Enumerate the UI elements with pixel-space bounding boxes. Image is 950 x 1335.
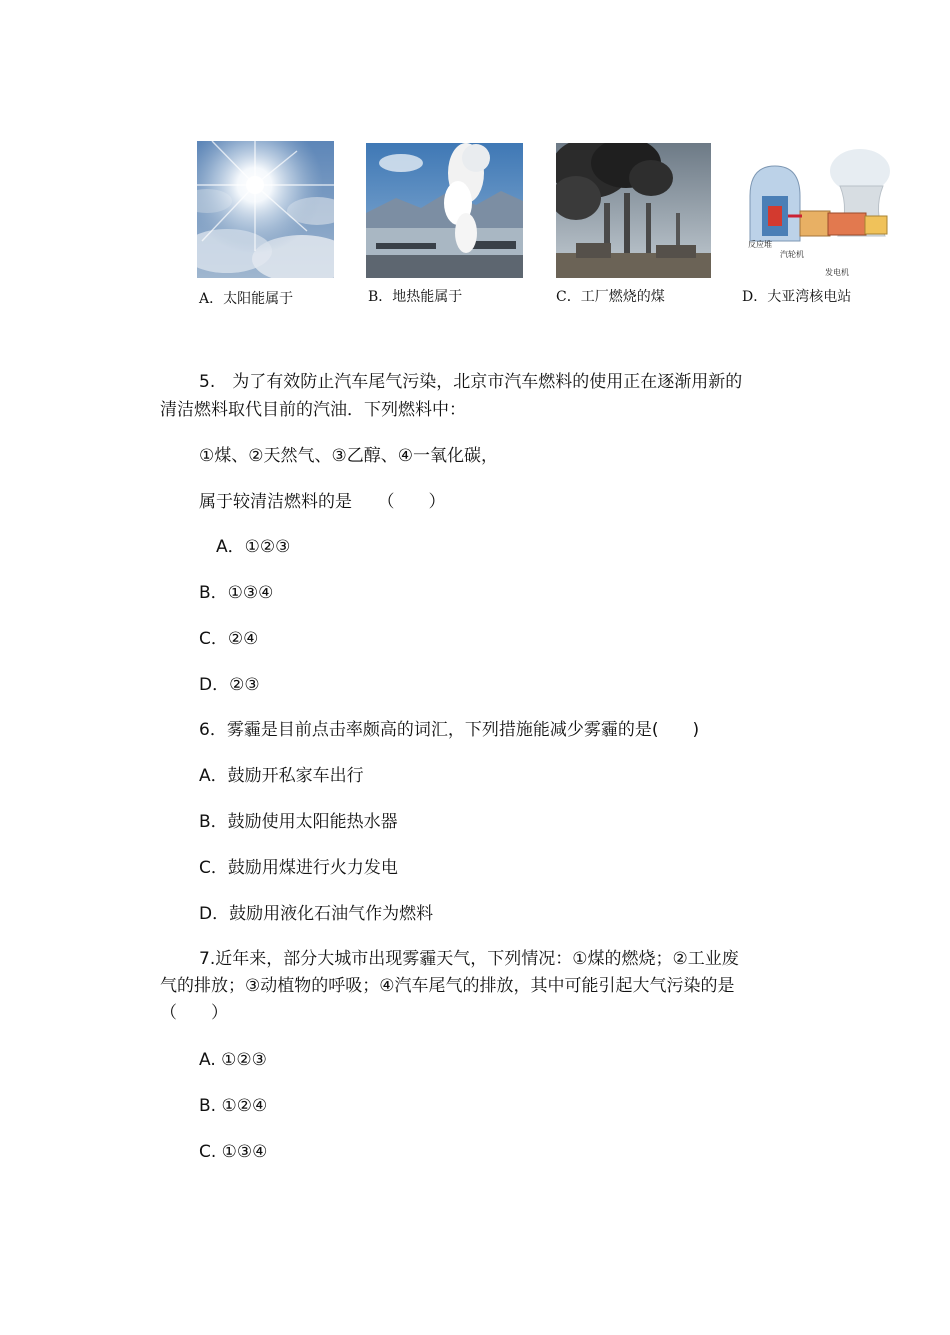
- q5-items: ①煤、②天然气、③乙醇、④一氧化碳，: [199, 446, 498, 466]
- geothermal-steam-plant-image: [366, 143, 523, 278]
- q5-option-b: B．①③④: [199, 583, 274, 603]
- q7-stem-line-1: 7.近年来，部分大城市出现雾霾天气，下列情况：①煤的燃烧；②工业废: [199, 949, 739, 969]
- turbine-label: 汽轮机: [780, 250, 804, 259]
- caption-b: B．地热能属于: [368, 289, 463, 305]
- q6-option-b: B．鼓励使用太阳能热水器: [199, 812, 398, 832]
- q6-option-a: A．鼓励开私家车出行: [199, 766, 364, 786]
- nuclear-power-station-diagram: [740, 141, 905, 282]
- q7-stem-line-3: （ ）: [160, 1003, 228, 1023]
- q7-stem-line-2: 气的排放；③动植物的呼吸；④汽车尾气的排放，其中可能引起大气污染的是: [160, 976, 735, 996]
- q6-option-c: C．鼓励用煤进行火力发电: [199, 858, 398, 878]
- q6-stem: 6．雾霾是目前点击率颇高的词汇，下列措施能减少雾霾的是( ): [199, 720, 700, 740]
- q6-option-d: D．鼓励用液化石油气作为燃料: [199, 904, 434, 924]
- q5-prompt: 属于较清洁燃料的是 （ ）: [199, 492, 446, 512]
- q5-stem-line-1: 5. 为了有效防止汽车尾气污染，北京市汽车燃料的使用正在逐渐用新的: [199, 372, 743, 392]
- caption-a: A．太阳能属于: [199, 291, 294, 307]
- q5-option-c: C．②④: [199, 629, 259, 649]
- factory-chimneys-smoke-image: [556, 143, 711, 278]
- caption-d: D．大亚湾核电站: [742, 289, 852, 305]
- q5-option-d: D．②③: [199, 675, 260, 695]
- generator-label: 发电机: [825, 268, 849, 277]
- q5-option-a: A．①②③: [216, 537, 291, 557]
- q7-option-b: B. ①②④: [199, 1096, 268, 1116]
- q7-option-c: C. ①③④: [199, 1142, 268, 1162]
- caption-c: C．工厂燃烧的煤: [556, 289, 665, 305]
- sunlight-through-clouds-image: [197, 141, 334, 278]
- q7-option-a: A. ①②③: [199, 1050, 267, 1070]
- reactor-label: 反应堆: [748, 240, 772, 249]
- q5-stem-line-2: 清洁燃料取代目前的汽油．下列燃料中：: [160, 400, 466, 420]
